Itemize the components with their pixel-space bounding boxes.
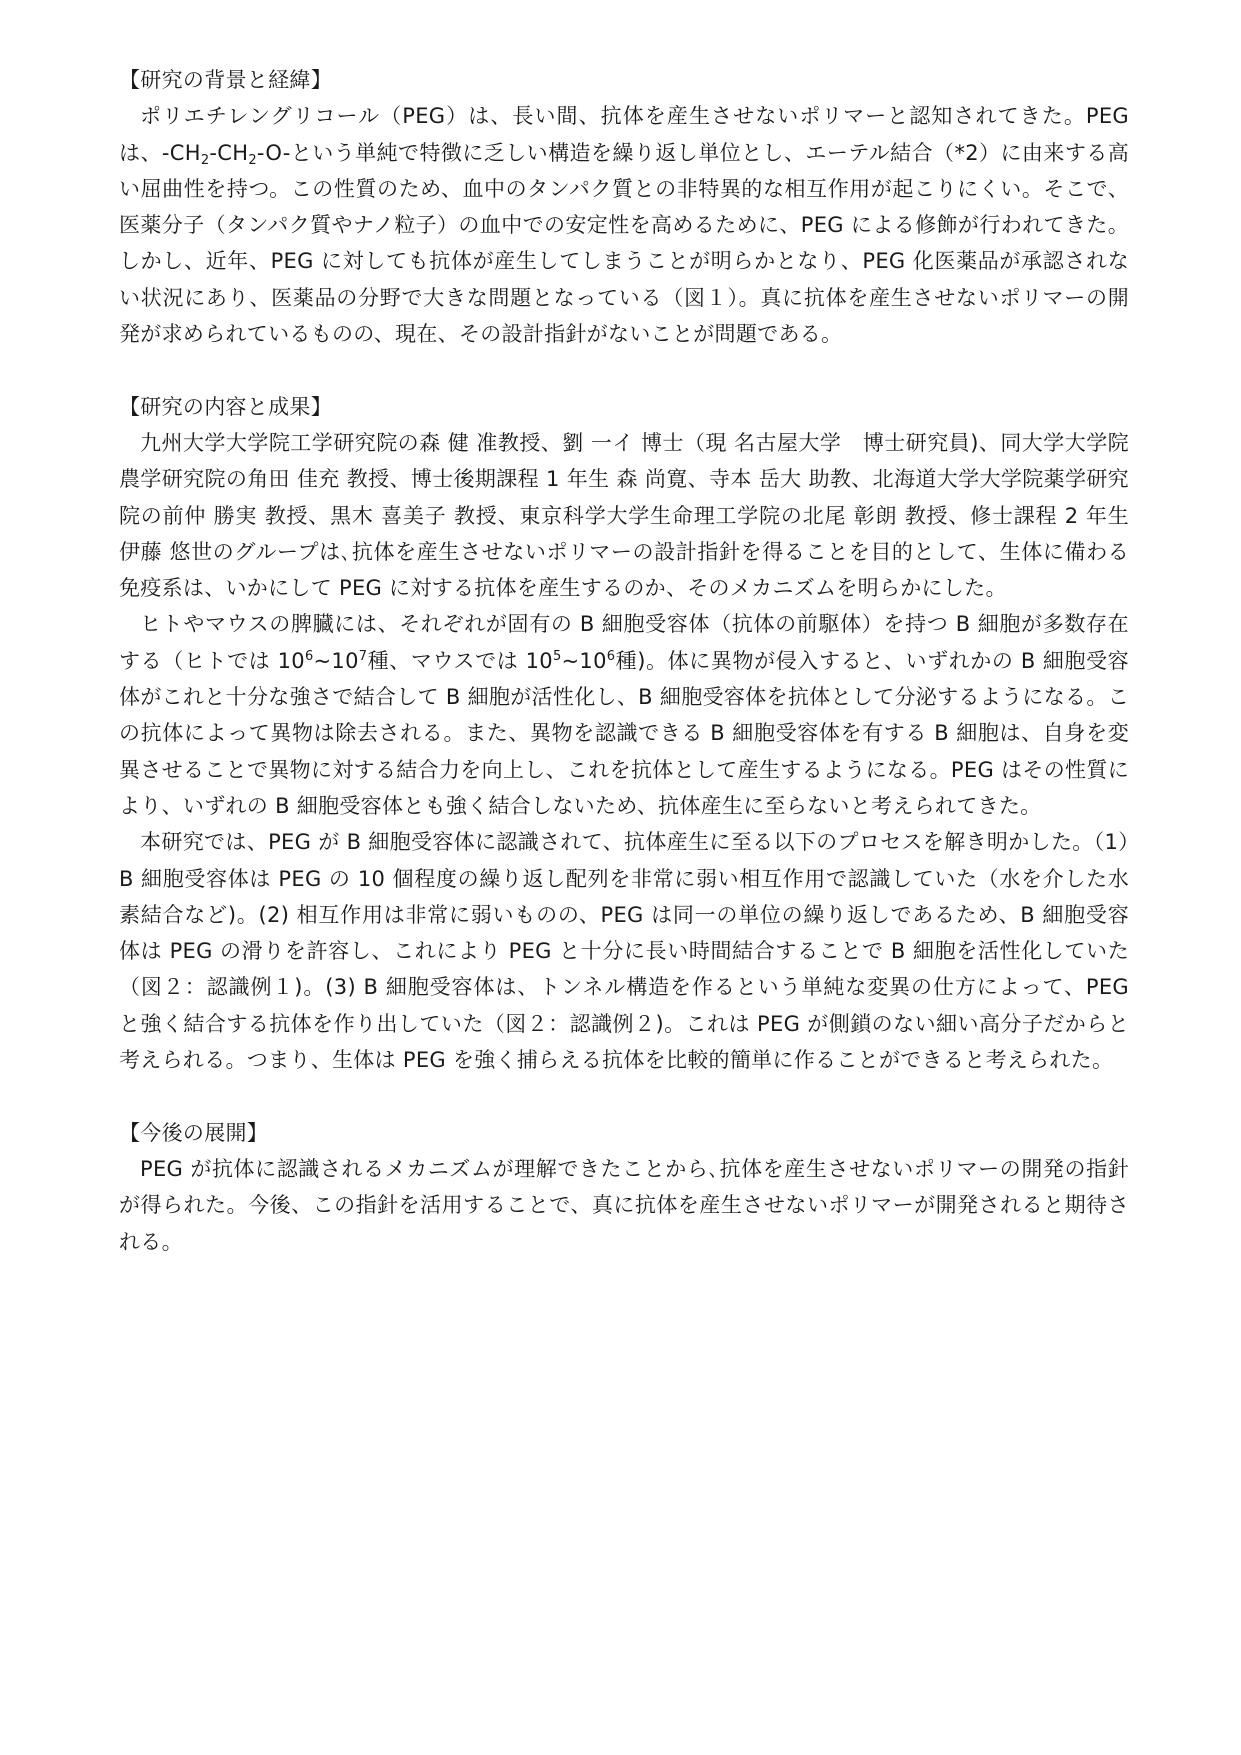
section-gap	[119, 352, 1129, 388]
text-run: ~10	[313, 648, 359, 673]
results-paragraph-process: 本研究では、PEG が B 細胞受容体に認識されて、抗体産生に至る以下のプロセスを解き明かした。（1）B 細胞受容体は PEG の 10 個程度の繰り返し配列を非常に弱い相互作用で認識していた（水を介した水素結合など)。(2) 相互作用は非常に弱いものの、PEG は同一の単位の繰り返しであるため、B 細胞受容体は PEG の滑りを許容し、これにより PEG と十分に長い時間結合することで B 細胞を活性化していた（図２：認識例１)。(3) B 細胞受容体は、トンネル構造を作るという単純な変異の仕方によって、PEG と強く結合する抗体を作り出していた（図２：認識例２)。これは PEG が側鎖のない細い高分子だからと考えられる。つまり、生体は PEG を強く捕らえる抗体を比較的簡単に作ることができると考えられた。	[119, 830, 1129, 1073]
superscript: 6	[304, 648, 314, 664]
future-paragraph: PEG が抗体に認識されるメカニズムが理解できたことから､抗体を産生させないポリマーの開発の指針が得られた。今後、この指針を活用することで、真に抗体を産生させないポリマーが開発されると期待される。	[119, 1156, 1129, 1254]
background-heading: 【研究の背景と経緯】	[119, 68, 332, 92]
text-run: 種、マウスでは 10	[367, 648, 553, 673]
results-heading: 【研究の内容と成果】	[119, 394, 332, 419]
text-run: -CH	[209, 140, 249, 165]
superscript: 5	[552, 648, 562, 664]
superscript: 6	[606, 648, 616, 664]
superscript: 7	[358, 648, 368, 664]
background-paragraph	[119, 98, 1129, 352]
subscript: 2	[200, 152, 210, 168]
text-run: ヒトやマウスの脾臓には、それぞれが固有の B 細胞受容体（抗体の前駆体）を持つ B 細胞が多数存在する（ヒトでは 10	[119, 612, 1129, 673]
text-run: 種)。体に異物が侵入すると、いずれかの B 細胞受容体がこれと十分な強さで結合して B 細胞が活性化し、B 細胞受容体を抗体として分泌するようになる。この抗体によって異物は除去される。また、異物を認識できる B 細胞受容体を有する B 細胞は、自身を変異させることで異物に対する結合力を向上し、これを抗体として産生するようになる。PEG はその性質により、いずれの B 細胞受容体とも強く結合しないため、抗体産生に至らないと考えられてきた。	[119, 648, 1129, 818]
results-paragraph-bcells	[119, 606, 1129, 824]
results-paragraph-authors: 九州大学大学院工学研究院の森 健 准教授、劉 一イ 博士（現 名古屋大学 博士研究員)、同大学大学院農学研究院の角田 佳充 教授、博士後期課程 1 年生 森 尚寛、寺本 岳大 助教、北海道大学大学院薬学研究院の前仲 勝実 教授、黒木 喜美子 教授、東京科学大学生命理工学院の北尾 彰朗 教授、修士課程 2 年生 伊藤 悠世のグループは､抗体を産生させないポリマーの設計指針を得ることを目的として、生体に備わる免疫系は、いかにして PEG に対する抗体を産生するのか、そのメカニズムを明らかにした。	[119, 430, 1129, 601]
future-heading: 【今後の展開】	[119, 1120, 269, 1145]
section-gap	[119, 1078, 1129, 1114]
subscript: 2	[248, 152, 257, 168]
text-run: ~10	[561, 648, 607, 673]
text-run: -O-という単純で特徴に乏しい構造を繰り返し単位とし、エーテル結合（*2）に由来する高い屈曲性を持つ。この性質のため、血中のタンパク質との非特異的な相互作用が起こりにくい。そこで、医薬分子（タンパク質やナノ粒子）の血中での安定性を高めるために、PEG による修飾が行われてきた。しかし、近年、PEG に対しても抗体が産生してしまうことが明らかとなり、PEG 化医薬品が承認されない状況にあり、医薬品の分野で大きな問題となっている（図１）。真に抗体を産生させないポリマーの開発が求められているものの、現在、その設計指針がないことが問題である。	[119, 140, 1129, 347]
document-page	[119, 62, 1129, 1260]
text-run: ポリエチレングリコール（PEG）は、長い間、抗体を産生させないポリマーと認知されてきた。PEG は、-CH	[119, 104, 1129, 165]
